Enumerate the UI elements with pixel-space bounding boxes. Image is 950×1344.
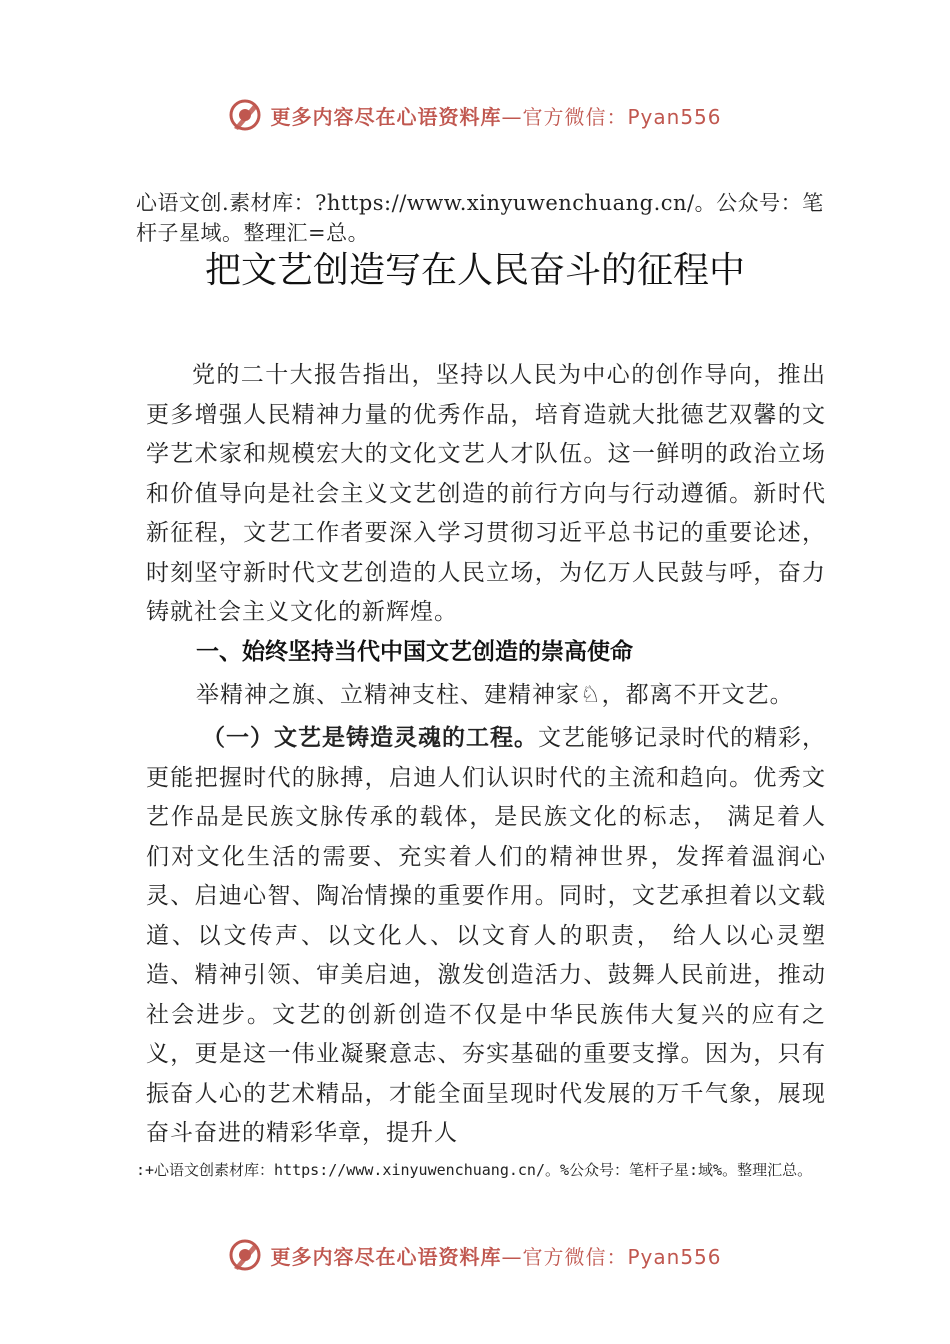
- sub-heading: （一）文艺是铸造灵魂的工程。: [202, 724, 538, 751]
- section-heading: 一、始终坚持当代中国文艺创造的崇高使命: [196, 639, 633, 665]
- section-lead: 举精神之旗、立精神支柱、建精神家♘，都离不开文艺。: [196, 682, 794, 708]
- banner-brand: 更多内容尽在心语资料库: [270, 1244, 502, 1269]
- pen-circle-logo-icon: [228, 1238, 262, 1272]
- banner-brand: 更多内容尽在心语资料库: [270, 104, 502, 129]
- footer-note: :+心语文创素材库：https://www.xinyuwenchuang.cn/。%公众号：笔杆子星:域%。整理汇总。: [136, 1161, 813, 1179]
- banner-wechat-label: 官方微信：: [522, 104, 628, 129]
- body-paragraph: [146, 718, 826, 1154]
- intro-paragraph: 党的二十大报告指出，坚持以人民为中心的创作导向，推出更多增强人民精神力量的优秀作品，培育造就大批德艺双馨的文学艺术家和规模宏大的文化文艺人才队伍。这一鲜明的政治立场和价值导向是社会主义文艺创造的前行方向与行动遵循。新时代新征程，文艺工作者要深入学习贯彻习近平总书记的重要论述，时刻坚守新时代文艺创造的人民立场，为亿万人民鼓与呼，奋力铸就社会主义文化的新辉煌。: [146, 362, 826, 625]
- banner-wechat-id: Pyan556: [627, 1244, 722, 1269]
- banner-separator: —: [501, 104, 523, 129]
- footer-banner: [0, 1235, 950, 1275]
- banner-text: [270, 101, 721, 130]
- banner-text: [270, 1241, 721, 1270]
- source-note: 心语文创.素材库：?https://www.xinyuwenchuang.cn/。公众号：笔杆子星域。整理汇=总。: [136, 191, 824, 245]
- banner-wechat-label: 官方微信：: [522, 1244, 628, 1269]
- banner-separator: —: [501, 1244, 523, 1269]
- banner-wechat-id: Pyan556: [627, 104, 722, 129]
- document-title: 把文艺创造写在人民奋斗的征程中: [204, 250, 745, 291]
- header-banner: [0, 95, 950, 135]
- body-paragraph-text: 文艺能够记录时代的精彩，更能把握时代的脉搏，启迪人们认识时代的主流和趋向。优秀文艺作品是民族文脉传承的载体，是民族文化的标志， 满足着人们对文化生活的需要、充实着人们的精神世界，发挥着温润心灵、启迪心智、陶冶情操的重要作用。同时，文艺承担着以文载道、以文传声、以文化人、以文育人的职责， 给人以心灵塑造、精神引领、审美启迪，激发创造活力、鼓舞人民前进，推动社会进步。文艺的创新创造不仅是中华民族伟大复兴的应有之义，更是这一伟业凝聚意志、夯实基础的重要支撑。因为，只有振奋人心的艺术精品，才能全面呈现时代发展的万千气象，展现奋斗奋进的精彩华章，提升人: [146, 725, 826, 1146]
- pen-circle-logo-icon: [228, 98, 262, 132]
